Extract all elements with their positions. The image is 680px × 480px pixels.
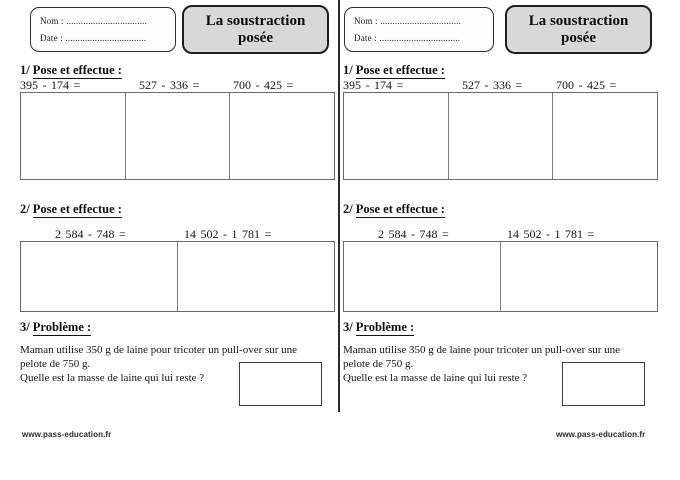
problem-label: 2 584 - 748 = (378, 227, 449, 241)
worksheet-content (343, 0, 658, 480)
problem-text-line: Maman utilise 350 g de laine pour tricoter un pull-over sur une (20, 344, 298, 356)
section2-number: 2/ (20, 202, 30, 216)
worksheet-title-box (505, 5, 652, 54)
worksheet-content (20, 0, 335, 480)
problem-text-line: Quelle est la masse de laine qui lui reste ? (20, 371, 205, 384)
section1-title: Pose et effectue : (355, 63, 445, 77)
section3-number: 3/ (20, 320, 30, 334)
section2-title: Pose et effectue : (32, 202, 122, 216)
problem-label: 700 - 425 = (233, 78, 294, 92)
work-cell (552, 93, 657, 179)
work-cell (21, 93, 125, 179)
problem-label: 700 - 425 = (556, 78, 617, 92)
answer-box (562, 362, 645, 406)
problem-text-line: pelote de 750 g. (20, 357, 91, 370)
section2-problem-labels (343, 227, 658, 240)
section1-problem-labels (343, 78, 658, 91)
work-cell (344, 242, 500, 311)
worksheet-title-box (182, 5, 329, 54)
section2-heading (20, 202, 122, 217)
section1-problem-labels (20, 78, 335, 91)
problem-label: 527 - 336 = (462, 78, 523, 92)
work-cell (229, 93, 334, 179)
footer-url: www.pass-education.fr (556, 430, 646, 439)
name-field: Nom : ................................. (40, 16, 148, 26)
problem-label: 395 - 174 = (20, 78, 81, 92)
section1-heading (343, 63, 445, 78)
footer-url: www.pass-education.fr (22, 430, 112, 439)
section2-heading (343, 202, 445, 217)
problem-text-line: pelote de 750 g. (343, 357, 414, 370)
name-date-box (344, 7, 494, 52)
page-cut-divider (338, 0, 340, 412)
section3-number: 3/ (343, 320, 353, 334)
section1-title: Pose et effectue : (32, 63, 122, 77)
section3-title: Problème : (32, 320, 92, 334)
section2-number: 2/ (343, 202, 353, 216)
date-field: Date : ................................. (354, 33, 461, 43)
work-grid-section2 (20, 241, 335, 312)
problem-text-line: Maman utilise 350 g de laine pour tricoter un pull-over sur une (343, 344, 621, 356)
section1-number: 1/ (343, 63, 353, 77)
section1-number: 1/ (20, 63, 30, 77)
worksheet-copy-right (340, 0, 680, 480)
name-date-box (30, 7, 176, 52)
work-cell (500, 242, 657, 311)
problem-label: 2 584 - 748 = (55, 227, 126, 241)
work-grid-section1 (343, 92, 658, 180)
name-field: Nom : ................................. (354, 16, 462, 26)
problem-text-line: Quelle est la masse de laine qui lui reste ? (343, 371, 528, 384)
section2-problem-labels (20, 227, 335, 240)
work-cell (448, 93, 553, 179)
problem-label: 395 - 174 = (343, 78, 404, 92)
date-field: Date : ................................. (40, 33, 147, 43)
problem-label: 14 502 - 1 781 = (507, 227, 595, 241)
section1-heading (20, 63, 122, 78)
work-grid-section2 (343, 241, 658, 312)
work-cell (177, 242, 334, 311)
section3-title: Problème : (355, 320, 415, 334)
problem-label: 527 - 336 = (139, 78, 200, 92)
worksheet-title: La soustraction posée (205, 12, 306, 46)
section3-heading (343, 320, 414, 335)
work-cell (21, 242, 177, 311)
work-cell (125, 93, 230, 179)
problem-label: 14 502 - 1 781 = (184, 227, 272, 241)
answer-box (239, 362, 322, 406)
work-cell (344, 93, 448, 179)
section2-title: Pose et effectue : (355, 202, 445, 216)
worksheet-title: La soustraction posée (528, 12, 629, 46)
work-grid-section1 (20, 92, 335, 180)
section3-heading (20, 320, 91, 335)
